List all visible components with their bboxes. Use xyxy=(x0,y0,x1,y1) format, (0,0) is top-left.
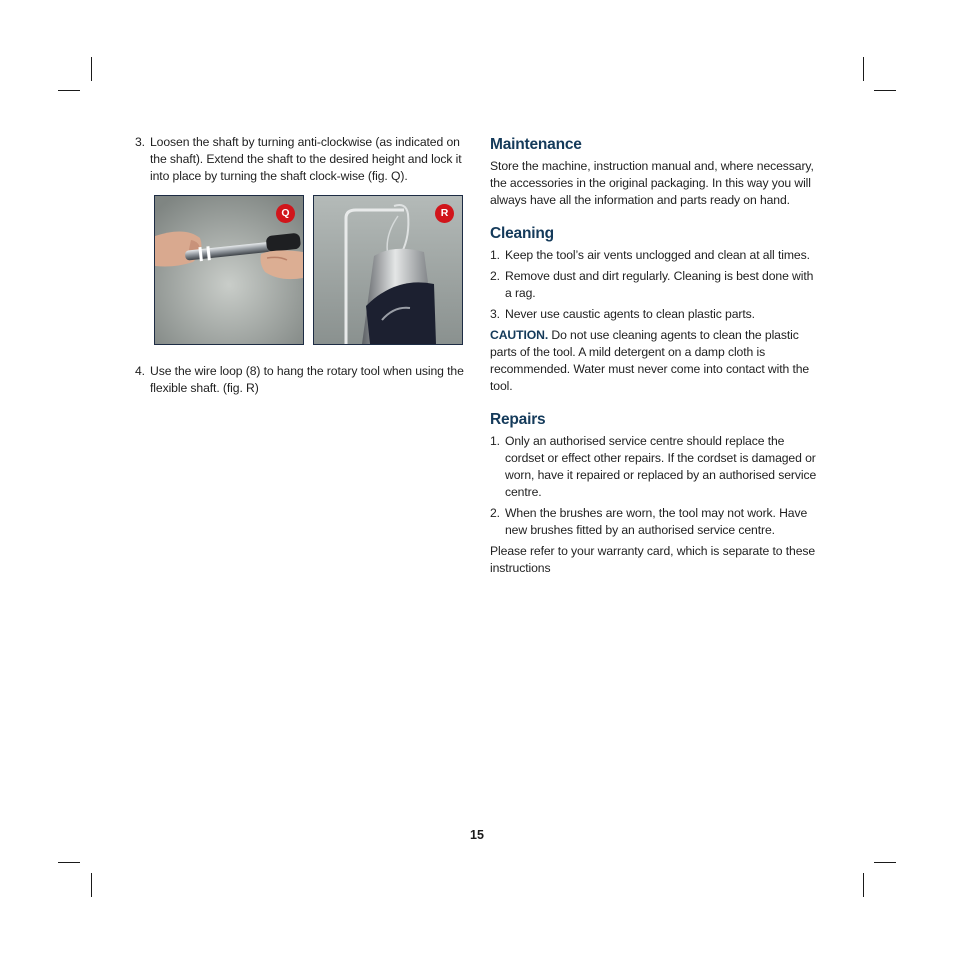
crop-mark xyxy=(863,57,864,81)
crop-mark xyxy=(91,873,92,897)
maintenance-text: Store the machine, instruction manual and, where necessary, the accessories in the original packaging. In this way you will always have all the information and parts ready on hand. xyxy=(490,159,814,207)
list-item xyxy=(490,433,822,501)
item-text: Only an authorised service centre should replace the cordset or effect other repairs. If the cordset is damaged or worn, have it repaired or replaced by an authorised service centre. xyxy=(505,434,817,499)
caution-text: Do not use cleaning agents to clean the plastic parts of the tool. A mild detergent on a damp cloth is recommended. Water must never come into contact with the tool. xyxy=(490,328,810,393)
step-4 xyxy=(135,363,465,397)
item-number: 2. xyxy=(490,269,500,283)
step-text: Use the wire loop (8) to hang the rotary tool when using the flexible shaft. (fig. R) xyxy=(150,364,464,395)
cleaning-section xyxy=(490,225,822,395)
list-item xyxy=(490,505,822,539)
step-number: 3. xyxy=(135,135,145,149)
step-3 xyxy=(135,134,465,185)
figure-label-q: Q xyxy=(276,204,295,223)
crop-mark xyxy=(58,90,80,91)
figure-q xyxy=(154,195,304,345)
figure-r xyxy=(313,195,463,345)
crop-mark xyxy=(874,862,896,863)
crop-mark xyxy=(58,862,80,863)
item-text: When the brushes are worn, the tool may not work. Have new brushes fitted by an authorised service centre. xyxy=(505,506,808,537)
repairs-heading: Repairs xyxy=(490,411,546,428)
item-number: 1. xyxy=(490,434,500,448)
maintenance-section xyxy=(490,136,822,209)
item-text: Never use caustic agents to clean plastic parts. xyxy=(505,307,755,321)
crop-mark xyxy=(91,57,92,81)
figure-row xyxy=(135,195,465,363)
list-item xyxy=(490,247,822,264)
cleaning-heading: Cleaning xyxy=(490,225,554,242)
item-text: Remove dust and dirt regularly. Cleaning is best done with a rag. xyxy=(505,269,814,300)
crop-mark xyxy=(863,873,864,897)
right-column xyxy=(490,136,822,593)
caution-label: CAUTION. xyxy=(490,328,549,342)
warranty-note: Please refer to your warranty card, which is separate to these instructions xyxy=(490,544,816,575)
item-number: 3. xyxy=(490,307,500,321)
crop-mark xyxy=(874,90,896,91)
caution-note xyxy=(490,327,822,395)
item-text: Keep the tool’s air vents unclogged and clean at all times. xyxy=(505,248,810,262)
maintenance-heading: Maintenance xyxy=(490,136,582,153)
list-item xyxy=(490,306,822,323)
repairs-section xyxy=(490,411,822,577)
item-number: 2. xyxy=(490,506,500,520)
list-item xyxy=(490,268,822,302)
step-number: 4. xyxy=(135,364,145,378)
item-number: 1. xyxy=(490,248,500,262)
step-text: Loosen the shaft by turning anti-clockwise (as indicated on the shaft). Extend the shaft to the desired height and lock it into place by turning the shaft clock-wise (fig. Q). xyxy=(150,135,462,183)
left-column xyxy=(135,134,465,397)
figure-label-r: R xyxy=(435,204,454,223)
page-number: 15 xyxy=(470,828,484,842)
